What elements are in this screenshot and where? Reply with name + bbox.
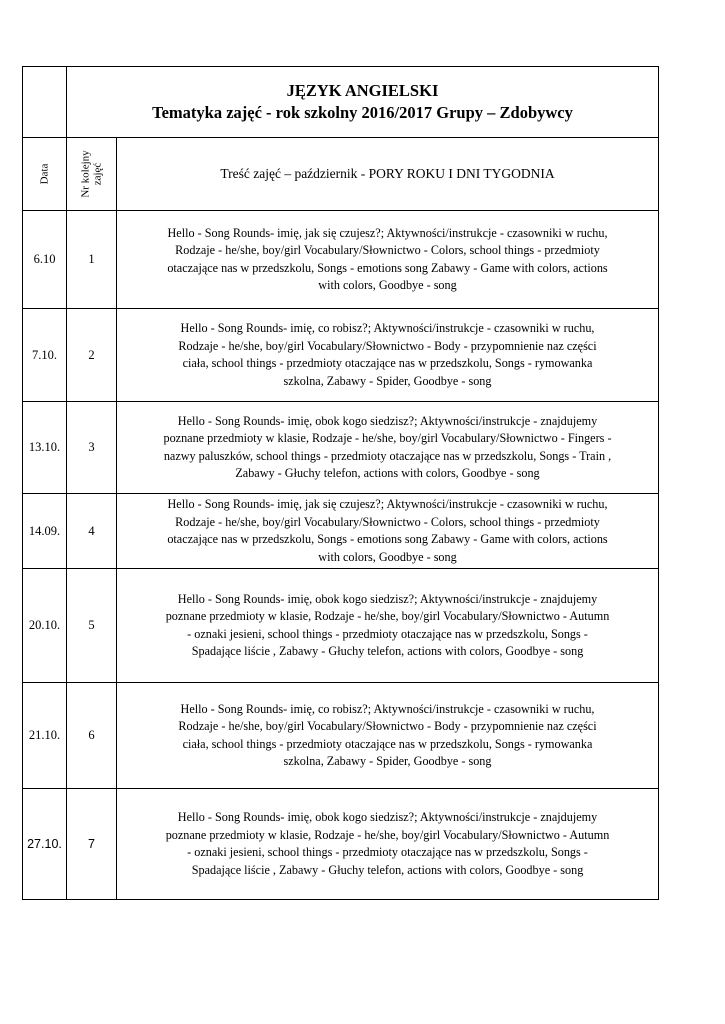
blank-corner-cell [23,67,67,138]
lesson-content-line: Hello - Song Rounds- imię, obok kogo siedzisz?; Aktywności/instrukcje - znajdujemy [177,591,598,606]
schedule-rows [23,211,659,900]
lesson-number: 1 [67,211,117,309]
lesson-content-line: Rodzaje - he/she, boy/girl Vocabulary/Słownictwo - Colors, school things - przedmioty [175,243,600,257]
table-row [23,683,659,789]
lesson-content [117,402,659,494]
lesson-content-line: Hello - Song Rounds- imię, co robisz?; Aktywności/instrukcje - czasowniki w ruchu, [180,701,595,716]
lesson-content-line: otaczające nas w przedszkolu, Songs - emotions song Zabawy - Game with colors, actions [167,532,608,546]
lesson-content-line: Hello - Song Rounds- imię, obok kogo siedzisz?; Aktywności/instrukcje - znajdujemy [177,810,598,824]
lesson-content-line: poznane przedmioty w klasie, Rodzaje - he/she, boy/girl Vocabulary/Słownictwo - Autumn [165,609,610,623]
lesson-content [117,683,659,789]
lesson-date: 6.10 [23,211,67,309]
lesson-content-line: poznane przedmioty w klasie, Rodzaje - he/she, boy/girl Vocabulary/Słownictwo - Autumn [165,827,610,842]
lesson-date: 20.10. [23,569,67,683]
table-row [23,402,659,494]
lesson-content-line: Hello - Song Rounds- imię, jak się czujesz?; Aktywności/instrukcje - czasowniki w ruchu, [167,225,608,240]
table-row [23,309,659,402]
table-row [23,494,659,569]
lesson-number: 3 [67,402,117,494]
lesson-date: 27.10. [23,789,67,900]
lesson-content-line: szkolna, Zabawy - Spider, Goodbye - song [283,754,492,768]
topic-column-header: Treść zajęć – październik - PORY ROKU I DNI TYGODNIA [117,138,659,211]
lesson-content [117,309,659,402]
lesson-content-line: Spadające liście , Zabawy - Głuchy telefon, actions with colors, Goodbye - song [191,862,584,877]
lesson-content-line: Rodzaje - he/she, boy/girl Vocabulary/Słownictwo - Colors, school things - przedmioty [175,514,600,529]
lesson-number: 5 [67,569,117,683]
table-row [23,211,659,309]
lesson-number: 4 [67,494,117,569]
lesson-date: 14.09. [23,494,67,569]
lesson-content-line: with colors, Goodbye - song [318,549,457,564]
lesson-content-line: Zabawy - Głuchy telefon, actions with colors, Goodbye - song [235,466,540,480]
topic-year-group-title: Tematyka zajęć - rok szkolny 2016/2017 Grupy – Zdobywcy [152,103,573,122]
lesson-date: 7.10. [23,309,67,402]
lesson-content-line: Rodzaje - he/she, boy/girl Vocabulary/Słownictwo - Body - przypomnienie naz części [178,338,597,353]
number-header-label-line2: zajęć [91,162,104,186]
document-title [67,67,659,138]
lesson-number: 6 [67,683,117,789]
lesson-content-line: otaczające nas w przedszkolu, Songs - emotions song Zabawy - Game with colors, actions [167,260,608,275]
lesson-content [117,211,659,309]
lesson-date: 21.10. [23,683,67,789]
lesson-content-line: - oznaki jesieni, school things - przedmioty otaczające nas w przedszkolu, Songs - [187,845,588,859]
lesson-content-line: with colors, Goodbye - song [318,278,457,292]
lesson-content-line: poznane przedmioty w klasie, Rodzaje - he/she, boy/girl Vocabulary/Słownictwo - Fingers - [163,431,612,445]
lesson-content [117,569,659,683]
table-row [23,569,659,683]
number-header-label-line1: Nr kolejny [79,150,92,198]
column-header-row [23,138,659,211]
table-row [23,789,659,900]
lesson-date: 13.10. [23,402,67,494]
lesson-content-line: ciała, school things - przedmioty otaczające nas w przedszkolu, Songs - rymowanka [182,356,593,370]
lesson-content-line: Hello - Song Rounds- imię, co robisz?; Aktywności/instrukcje - czasowniki w ruchu, [180,321,595,335]
lesson-content-line: szkolna, Zabawy - Spider, Goodbye - song [283,373,492,388]
title-row [23,67,659,138]
lesson-content-line: Rodzaje - he/she, boy/girl Vocabulary/Słownictwo - Body - przypomnienie naz części [178,719,597,733]
number-column-header [67,138,117,211]
date-header-label: Data [38,163,51,185]
lesson-schedule-table [22,66,659,900]
lesson-content-line: - oznaki jesieni, school things - przedmioty otaczające nas w przedszkolu, Songs - [187,626,588,641]
lesson-content [117,494,659,569]
lesson-number: 7 [67,789,117,900]
lesson-content-line: ciała, school things - przedmioty otaczające nas w przedszkolu, Songs - rymowanka [182,736,593,751]
subject-title: JĘZYK ANGIELSKI [286,81,439,100]
lesson-content-line: nazwy paluszków, school things - przedmioty otaczające nas w przedszkolu, Songs - Train , [163,448,612,463]
date-column-header [23,138,67,211]
lesson-content-line: Spadające liście , Zabawy - Głuchy telefon, actions with colors, Goodbye - song [191,644,584,658]
lesson-content-line: Hello - Song Rounds- imię, obok kogo siedzisz?; Aktywności/instrukcje - znajdujemy [177,413,598,428]
lesson-content-line: Hello - Song Rounds- imię, jak się czujesz?; Aktywności/instrukcje - czasowniki w ruchu, [167,497,608,511]
lesson-number: 2 [67,309,117,402]
lesson-content [117,789,659,900]
